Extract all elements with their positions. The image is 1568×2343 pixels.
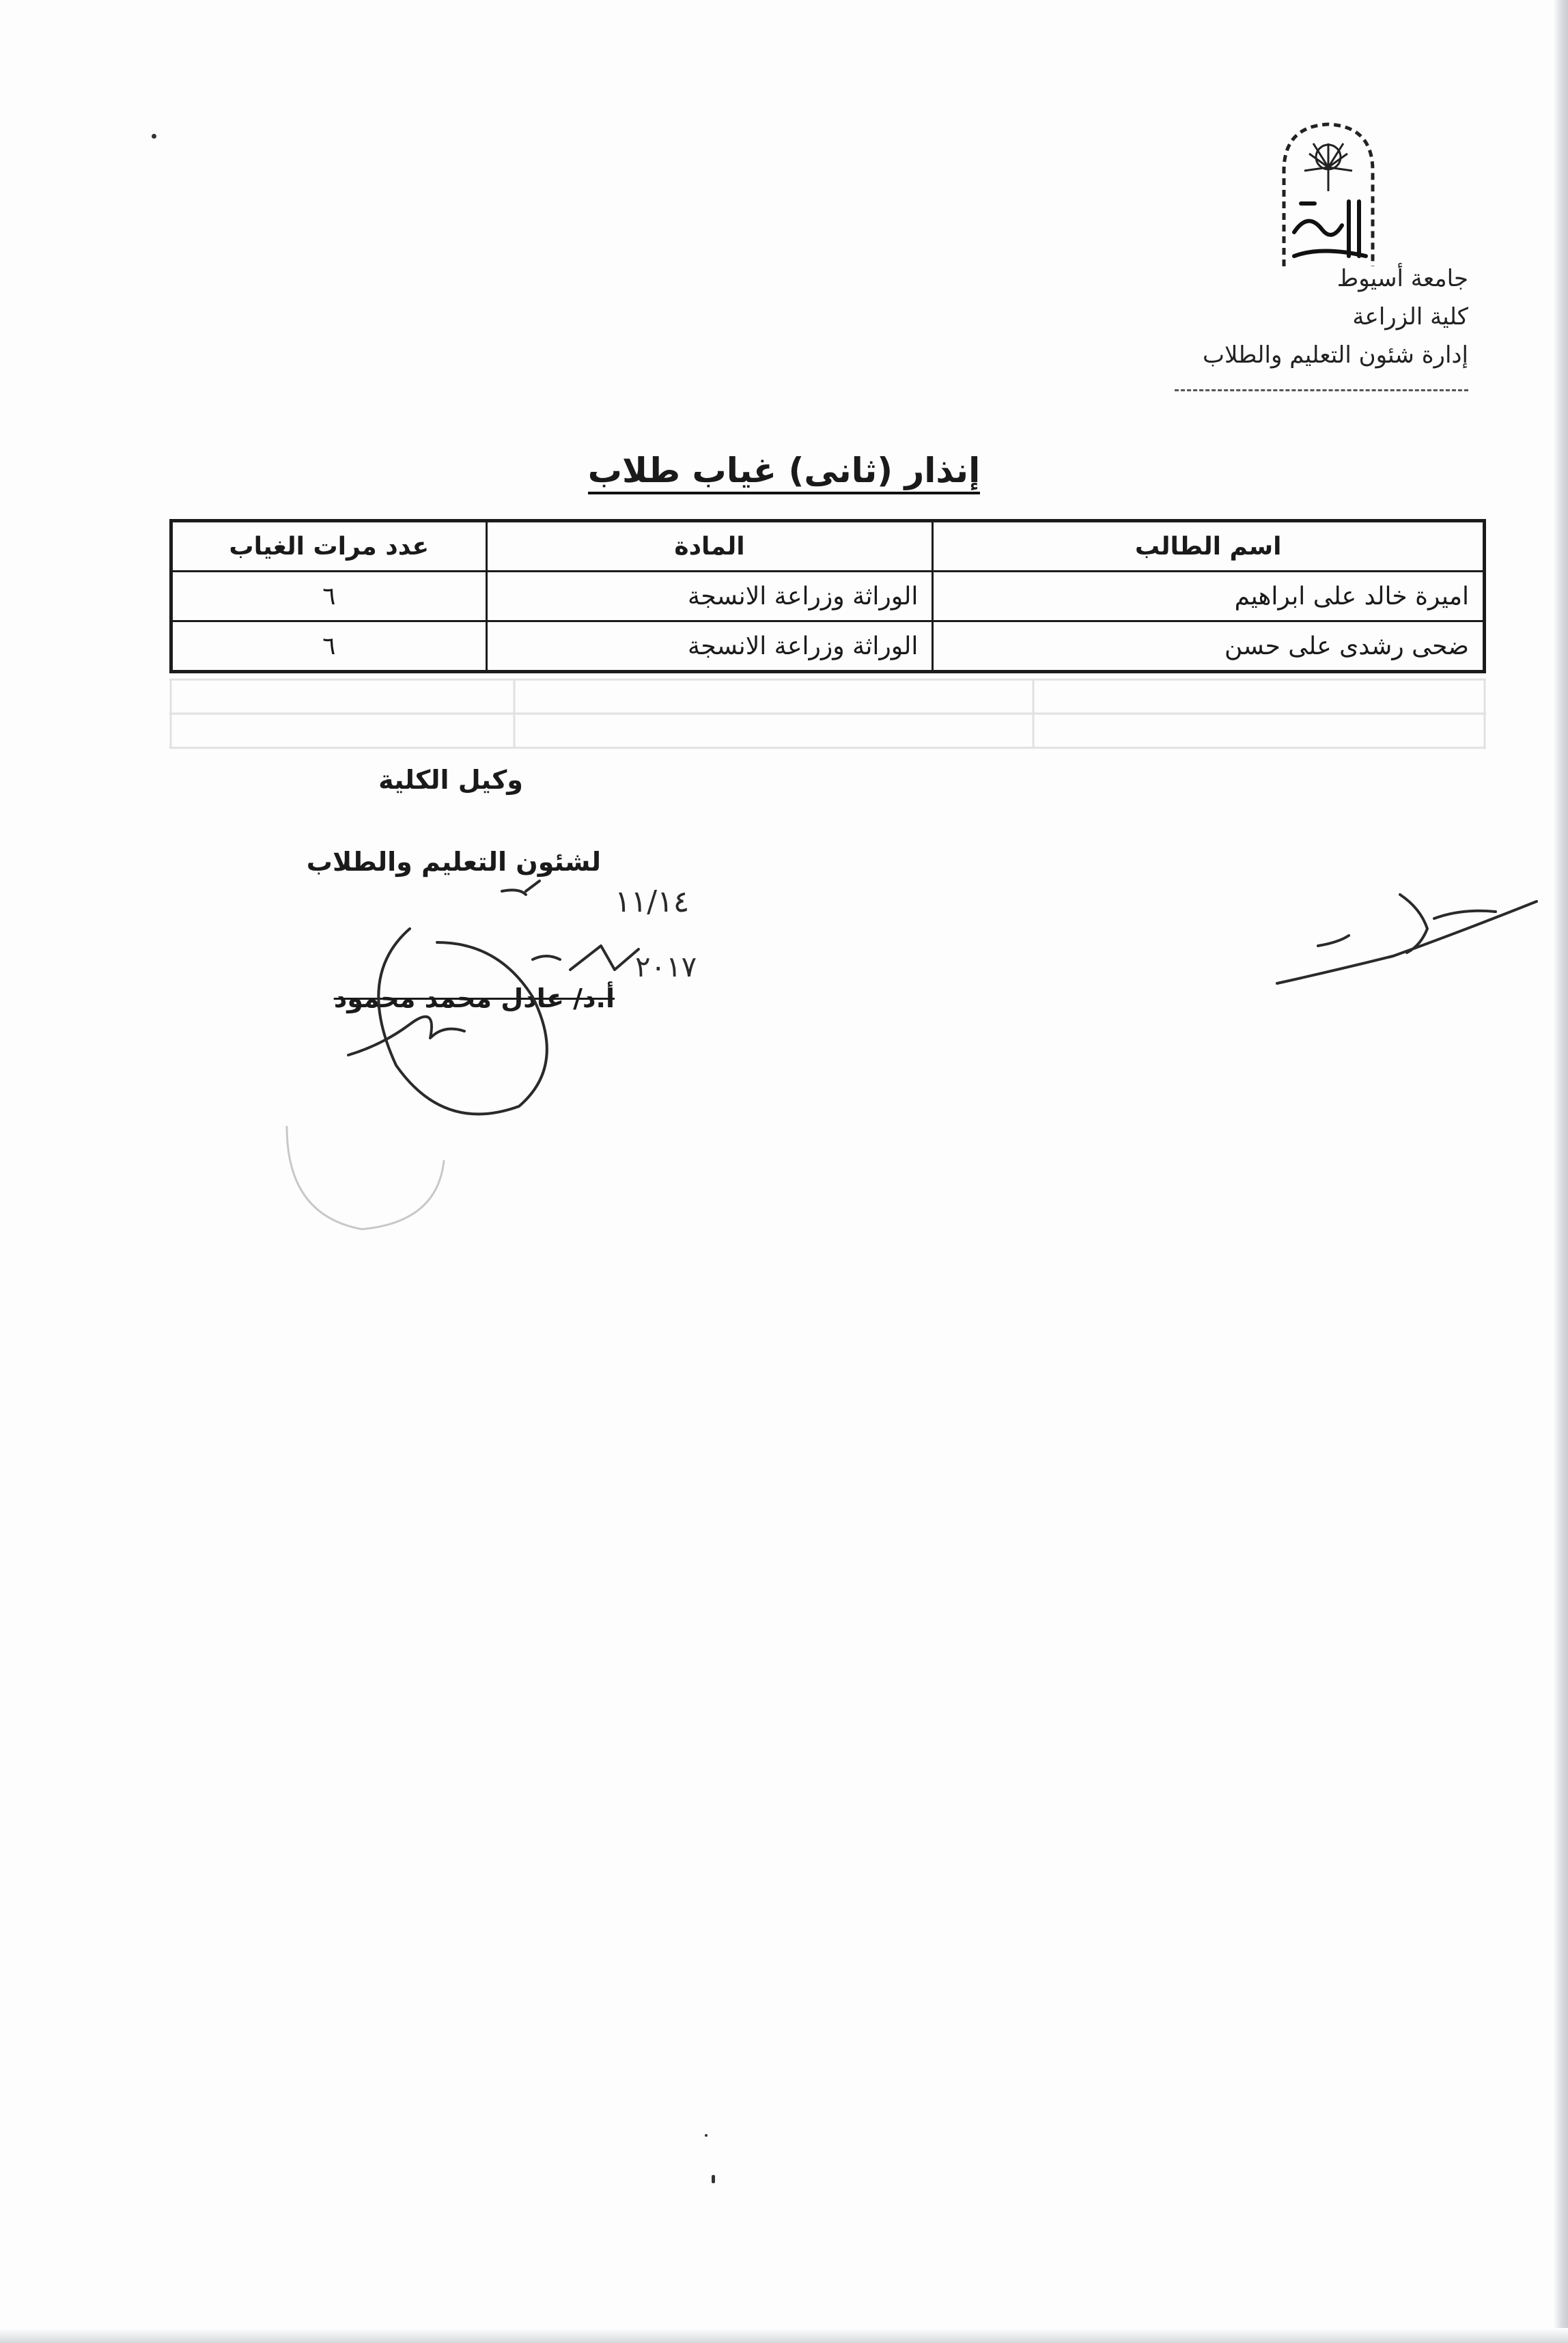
cell-subject: الوراثة وزراعة الانسجة <box>486 572 933 621</box>
scan-speck <box>712 2175 715 2183</box>
university-logo-icon <box>1267 116 1390 273</box>
department-name: إدارة شئون التعليم والطلاب <box>1203 341 1468 369</box>
scan-edge-right <box>1553 0 1568 2343</box>
handwritten-date: ١١/١٤ <box>615 884 690 919</box>
header-subject: المادة <box>486 521 933 572</box>
right-initials-mark <box>1277 895 1537 983</box>
signature-block <box>260 765 642 1013</box>
document-title: إنذار (ثانى) غياب طلاب <box>588 451 980 494</box>
signatory-role: وكيل الكلية <box>378 765 523 795</box>
document-title-wrap <box>0 451 1568 490</box>
scan-edge-bottom <box>0 2328 1568 2343</box>
cell-student-name: اميرة خالد على ابراهيم <box>933 572 1485 621</box>
cell-subject: الوراثة وزراعة الانسجة <box>486 621 933 672</box>
bleed-through-table-ghost <box>169 676 1486 751</box>
cell-absence-count: ٦ <box>171 572 487 621</box>
table-row <box>171 572 1485 621</box>
table-header-row <box>171 521 1485 572</box>
university-name: جامعة أسيوط <box>1336 265 1468 292</box>
header-absence-count: عدد مرات الغياب <box>171 521 487 572</box>
cell-absence-count: ٦ <box>171 621 487 672</box>
signatory-department: لشئون التعليم والطلاب <box>306 847 601 877</box>
faint-stamp-mark <box>287 1127 444 1229</box>
handwritten-date-mark <box>526 881 540 891</box>
absence-table <box>169 519 1486 673</box>
faculty-name: كلية الزراعة <box>1352 303 1468 331</box>
signature-scribble <box>348 929 547 1114</box>
table-row <box>171 621 1485 672</box>
letterhead-divider <box>1175 389 1468 391</box>
handwritten-year: ٢٠١٧ <box>635 950 697 983</box>
scan-speck <box>152 134 156 139</box>
scan-speck <box>705 2134 708 2137</box>
handwritten-year-mark <box>533 946 639 970</box>
handwritten-date-underline-mark <box>502 890 526 895</box>
cell-student-name: ضحى رشدى على حسن <box>933 621 1485 672</box>
letterhead <box>1106 109 1489 410</box>
header-student-name: اسم الطالب <box>933 521 1485 572</box>
signatory-name: أ.د/ عادل محمد محمود <box>333 983 615 1013</box>
